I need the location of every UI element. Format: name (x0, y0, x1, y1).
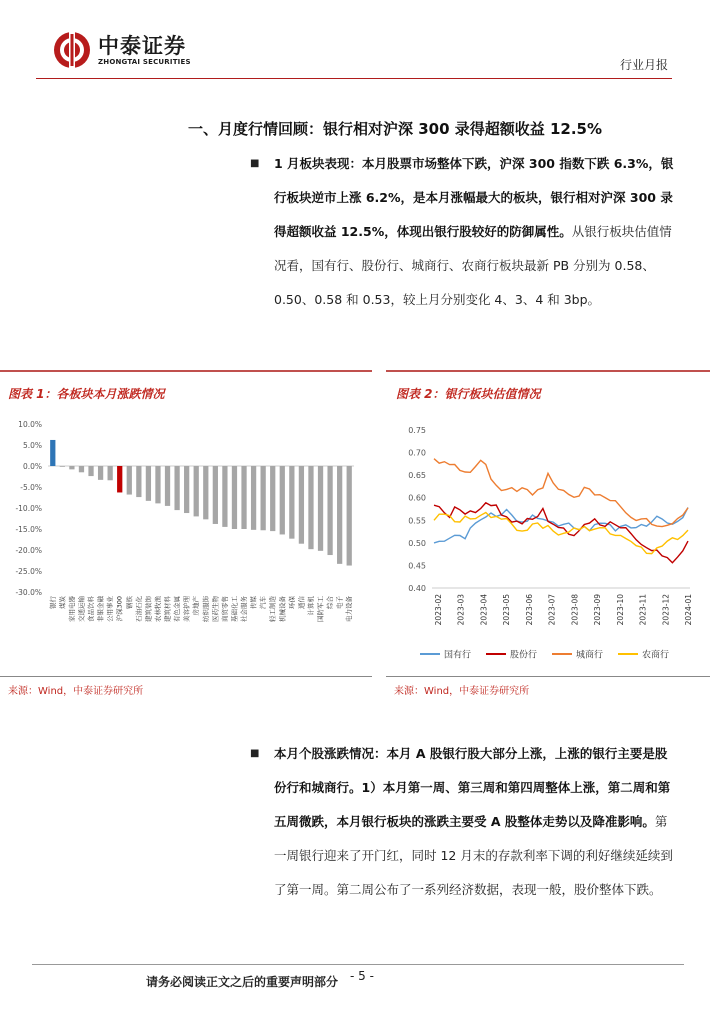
legend-label: 农商行 (642, 650, 670, 661)
paragraph1 (274, 147, 674, 317)
y-tick-label: -20.0% (15, 546, 42, 555)
x-category-label: 非银金融 (96, 596, 105, 622)
bar-25 (289, 466, 294, 539)
x-category-label: 机械设备 (278, 596, 287, 622)
x-tick-label: 2023-10 (615, 594, 625, 626)
x-category-label: 煤炭 (58, 596, 67, 609)
paragraph1-normal: 从银行板块估值情况看，国有行、股份行、城商行、农商行板块最新 PB 分别为 0.58、0.50、0.58 和 0.53，较上月分别变化 4、3、4 和 3bp。 (274, 224, 672, 307)
bar-9 (136, 466, 141, 497)
x-tick-label: 2023-12 (661, 594, 671, 626)
bar-4 (88, 466, 93, 476)
y-tick-label: 0.70 (408, 448, 426, 458)
paragraph2 (274, 737, 674, 907)
x-category-label: 通信 (297, 596, 306, 609)
series-line-3 (434, 513, 688, 554)
bar-26 (299, 466, 304, 544)
x-category-label: 银行 (48, 596, 57, 609)
x-tick-label: 2023-06 (524, 594, 534, 626)
y-tick-label: 5.0% (22, 441, 42, 450)
bar-8 (127, 466, 132, 495)
series-line-0 (434, 508, 688, 543)
x-category-label: 综合 (326, 596, 335, 609)
x-tick-label: 2023-04 (479, 594, 489, 626)
figure1-source: 来源：Wind，中泰证券研究所 (8, 686, 144, 697)
bar-6 (108, 466, 113, 480)
bar-24 (280, 466, 285, 534)
y-tick-label: -10.0% (15, 504, 42, 513)
bar-28 (318, 466, 323, 551)
bar-12 (165, 466, 170, 506)
x-category-label: 房地产 (192, 596, 201, 616)
bar-1 (60, 466, 65, 467)
footer-disclaimer: 请务必阅读正文之后的重要声明部分 (146, 975, 339, 989)
x-category-label: 建筑材料 (163, 596, 172, 622)
x-category-label: 计算机 (306, 596, 315, 616)
y-tick-label: -30.0% (15, 588, 42, 597)
x-category-label: 电力设备 (345, 596, 354, 622)
report-type: 行业月报 (619, 58, 668, 72)
x-category-label: 纺织服饰 (201, 596, 210, 622)
legend-label: 城商行 (576, 650, 604, 661)
y-tick-label: 0.45 (408, 561, 426, 571)
x-category-label: 轻工制造 (268, 596, 277, 622)
series-line-2 (434, 459, 688, 527)
x-category-label: 汽车 (259, 596, 268, 609)
bar-29 (327, 466, 332, 555)
sector-bar-chart (0, 416, 362, 666)
x-category-label: 美容护理 (182, 596, 191, 622)
bar-13 (174, 466, 179, 510)
paragraph2-normal: 第一周银行迎来了开门红，同时 12 月末的存款利率下调的利好继续延续到了第一周。第二周公布了一系列经济数据，表现一般，股价整体下跌。 (274, 814, 673, 897)
bar-31 (347, 466, 352, 566)
figure2-title: 图表 2：银行板块估值情况 (396, 387, 541, 401)
header-divider (36, 78, 672, 79)
bar-3 (79, 466, 84, 472)
y-tick-label: 0.40 (408, 584, 426, 593)
paragraph2-bold: 本月个股涨跌情况：本月 A 股银行股大部分上涨，上涨的银行主要是股份行和城商行。1）本月第一周、第三周和第四周整体上涨，第二周和第五周微跌，本月银行板块的涨跌主要受 A 股整体走势以及降准影响。 (274, 746, 671, 829)
x-tick-label: 2023-05 (502, 594, 512, 626)
figure1-bottom-line (0, 676, 372, 677)
x-category-label: 电子 (335, 596, 344, 609)
y-tick-label: 0.50 (408, 538, 426, 548)
x-tick-label: 2023-07 (547, 594, 557, 626)
y-tick-label: 0.65 (408, 471, 426, 481)
x-tick-label: 2023-11 (638, 594, 648, 626)
bar-19 (232, 466, 237, 529)
x-tick-label: 2023-08 (570, 594, 580, 626)
x-category-label: 家用电器 (67, 596, 76, 622)
bar-17 (213, 466, 218, 524)
section-title: 一、月度行情回顾：银行相对沪深 300 录得超额收益 12.5% (188, 120, 603, 138)
bar-2 (69, 466, 74, 469)
x-category-label: 有色金属 (173, 596, 182, 622)
x-tick-label: 2024-01 (684, 594, 693, 626)
y-tick-label: -15.0% (15, 525, 42, 534)
y-tick-label: -25.0% (15, 567, 42, 576)
paragraph1-bold: 1 月板块表现：本月股票市场整体下跌，沪深 300 指数下跌 6.3%，银行板块逆市上涨 6.2%，是本月涨幅最大的板块，银行相对沪深 300 录得超额收益 12.5%，体现出银行股较好的防御属性。 (274, 156, 674, 239)
x-category-label: 交通运输 (77, 596, 86, 622)
y-tick-label: 0.55 (408, 516, 426, 526)
bar-7 (117, 466, 122, 492)
x-category-label: 钢铁 (125, 596, 134, 609)
x-category-label: 建筑装饰 (144, 596, 153, 622)
x-category-label: 公用事业 (106, 596, 115, 622)
company-logo (52, 28, 222, 72)
bar-5 (98, 466, 103, 480)
paragraph1-bullet: ■ (250, 158, 260, 169)
logo-en-text: ZHONGTAI SECURITIES (98, 58, 191, 66)
bar-16 (203, 466, 208, 519)
x-tick-label: 2023-09 (593, 594, 603, 626)
figure2-top-line (386, 370, 710, 372)
x-category-label: 商贸零售 (220, 596, 229, 622)
bar-0 (50, 440, 55, 466)
bar-20 (241, 466, 246, 529)
x-category-label: 环保 (287, 596, 296, 609)
figure2-bottom-line (386, 676, 710, 677)
bar-10 (146, 466, 151, 501)
y-tick-label: 0.0% (22, 462, 42, 471)
legend-label: 国有行 (444, 650, 472, 661)
x-category-label: 食品饮料 (87, 596, 96, 622)
x-category-label: 石油石化 (134, 596, 143, 622)
x-category-label: 传媒 (249, 596, 258, 609)
figure1-title: 图表 1：各板块本月涨跌情况 (8, 387, 165, 401)
bar-21 (251, 466, 256, 530)
x-category-label: 社会服务 (240, 596, 249, 622)
bar-15 (194, 466, 199, 516)
bar-18 (222, 466, 227, 527)
logo-cn-text: 中泰证券 (98, 34, 186, 58)
page-number: - 5 - (350, 969, 374, 983)
legend-label: 股份行 (510, 650, 538, 661)
x-category-label: 农林牧渔 (153, 596, 162, 622)
y-tick-label: -5.0% (20, 483, 42, 492)
logo-mark-icon (52, 30, 92, 70)
x-tick-label: 2023-03 (456, 594, 466, 626)
figure2-source: 来源：Wind，中泰证券研究所 (394, 686, 530, 697)
bar-22 (261, 466, 266, 530)
footer-divider (32, 964, 684, 965)
x-category-label: 医药生物 (211, 596, 220, 622)
y-tick-label: 10.0% (18, 420, 42, 429)
x-category-label: 基础化工 (230, 596, 239, 622)
bar-27 (308, 466, 313, 549)
valuation-line-chart (392, 416, 706, 674)
bar-14 (184, 466, 189, 513)
bar-11 (155, 466, 160, 503)
paragraph2-bullet: ■ (250, 748, 260, 759)
x-tick-label: 2023-02 (434, 594, 443, 626)
bar-30 (337, 466, 342, 564)
x-category-label: 国防军工 (316, 596, 325, 622)
x-category-label: 沪深300 (115, 596, 124, 622)
bar-23 (270, 466, 275, 531)
figure1-top-line (0, 370, 372, 372)
y-tick-label: 0.75 (408, 426, 426, 435)
y-tick-label: 0.60 (408, 493, 426, 503)
